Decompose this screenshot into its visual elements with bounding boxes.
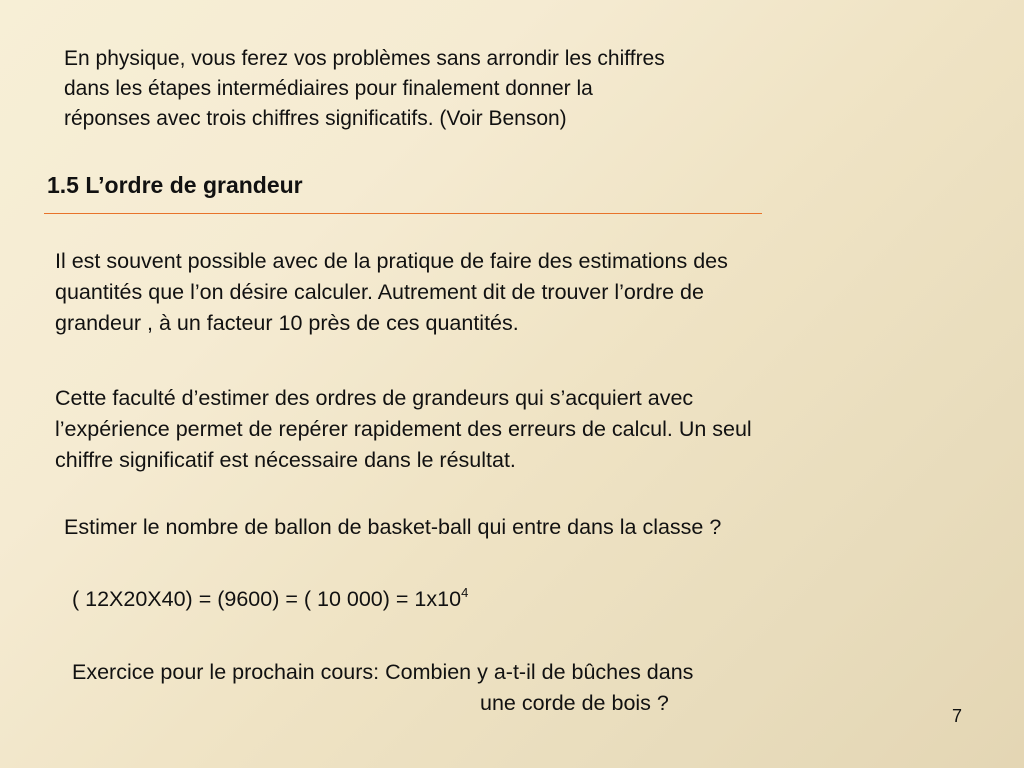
estimation-paragraph [55,246,728,339]
calculation-text: ( 12X20X40) = (9600) = ( 10 000) = 1x10 [72,587,462,611]
page-number: 7 [951,706,962,726]
basketball-question: Estimer le nombre de ballon de basket-ball qui entre dans la classe ? [64,515,722,539]
intro-line: En physique, vous ferez vos problèmes sans arrondir les chiffres [64,47,665,70]
paragraph-line: quantités que l’on désire calculer. Autrement dit de trouver l’ordre de [55,280,704,304]
section-divider [44,213,762,214]
paragraph-line: Il est souvent possible avec de la pratique de faire des estimations des [55,249,728,273]
exercise-line-2: une corde de bois ? [480,691,669,715]
calculation-exponent: 4 [461,585,469,600]
paragraph-line: l’expérience permet de repérer rapidement des erreurs de calcul. Un seul [55,417,752,441]
exercise-line-1: Exercice pour le prochain cours: Combien y a-t-il de bûches dans [72,660,694,684]
intro-line: réponses avec trois chiffres significatifs. (Voir Benson) [64,107,567,130]
faculty-paragraph [55,383,752,476]
section-title: 1.5 L’ordre de grandeur [47,172,303,198]
paragraph-line: chiffre significatif est nécessaire dans le résultat. [55,448,516,472]
calculation [72,584,468,615]
paragraph-line: grandeur , à un facteur 10 près de ces quantités. [55,311,519,335]
paragraph-line: Cette faculté d’estimer des ordres de grandeurs qui s’acquiert avec [55,386,694,410]
exercise-prompt [72,657,693,719]
intro-paragraph [64,44,665,134]
intro-line: dans les étapes intermédiaires pour finalement donner la [64,77,593,100]
